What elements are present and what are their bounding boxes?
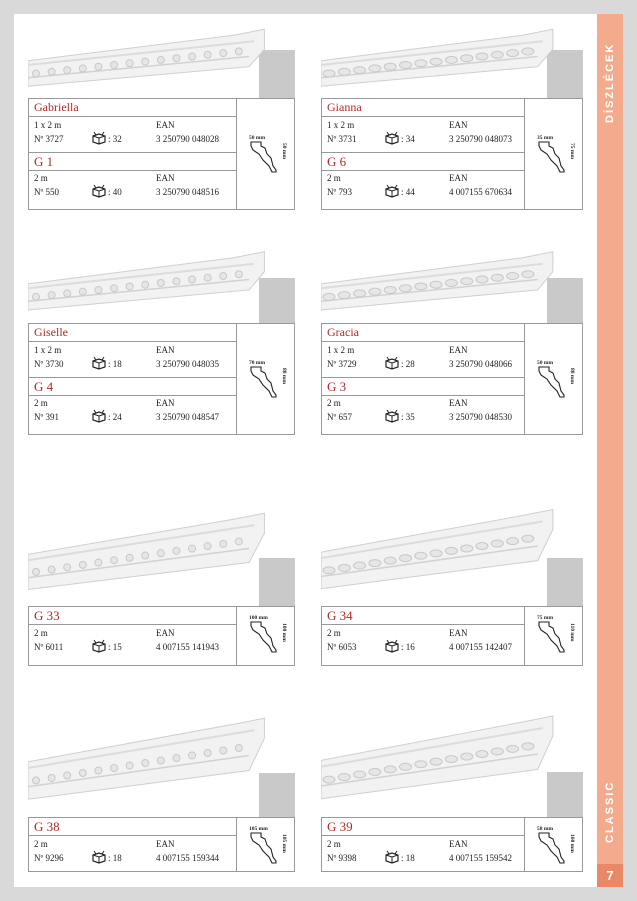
- length-value: 2 m: [327, 839, 341, 849]
- product-name: G 39: [327, 819, 353, 834]
- article-number: Nº 391: [34, 412, 60, 422]
- ean-code: 4 007155 141943: [156, 642, 219, 652]
- product-name: G 34: [327, 608, 353, 623]
- molding-photo: [28, 693, 285, 823]
- pack-quantity: : 44: [401, 187, 415, 197]
- ean-label: EAN: [449, 628, 468, 638]
- article-number: Nº 9296: [34, 853, 64, 863]
- profile-drawing: [525, 324, 582, 434]
- molding-photo: [28, 236, 285, 328]
- ean-label: EAN: [156, 173, 175, 183]
- article-number: Nº 6011: [34, 642, 64, 652]
- product-name-row: [322, 377, 524, 396]
- dimension-width: 75 mm: [537, 615, 554, 621]
- package-box-icon: [384, 356, 400, 375]
- pack-quantity: : 40: [108, 187, 122, 197]
- product-card: [321, 236, 583, 433]
- profile-drawing: [237, 818, 294, 871]
- product-card: [28, 236, 295, 433]
- length-value: 2 m: [327, 398, 341, 408]
- product-table: [321, 98, 583, 210]
- product-card: [28, 693, 295, 870]
- product-card: [321, 14, 583, 208]
- molding-photo: [321, 236, 573, 328]
- ean-code: 3 250790 048028: [156, 134, 219, 144]
- collection-label: CLASSIC: [604, 780, 616, 844]
- cross-section-icon: [537, 140, 567, 179]
- cross-section-icon: [537, 831, 567, 870]
- ean-code: 3 250790 048516: [156, 187, 219, 197]
- ean-code: 4 007155 159344: [156, 853, 219, 863]
- pack-quantity: : 15: [108, 642, 122, 652]
- package-box-icon: [91, 409, 107, 428]
- product-name-row: [322, 99, 524, 117]
- sidebar: [597, 14, 623, 887]
- product-info: [29, 607, 237, 665]
- product-info: [322, 99, 525, 209]
- ean-label: EAN: [449, 398, 468, 408]
- length-value: 1 x 2 m: [327, 345, 355, 355]
- product-name-row: [322, 324, 524, 342]
- length-value: 1 x 2 m: [327, 120, 355, 130]
- pack-quantity: : 35: [401, 412, 415, 422]
- length-value: 1 x 2 m: [34, 345, 62, 355]
- dimension-height: 160 mm: [569, 834, 575, 853]
- product-name-row: [29, 99, 236, 117]
- product-name: Giselle: [34, 325, 68, 339]
- ean-code: 3 250790 048073: [449, 134, 512, 144]
- ean-code: 4 007155 670634: [449, 187, 512, 197]
- molding-photo: [28, 490, 285, 612]
- product-info: [322, 324, 525, 434]
- product-name: Gabriella: [34, 100, 79, 114]
- dimension-width: 50 mm: [537, 360, 554, 366]
- pack-quantity: : 18: [401, 853, 415, 863]
- product-card: [28, 14, 295, 208]
- length-value: 2 m: [327, 173, 341, 183]
- product-name-row: [29, 152, 236, 171]
- dimension-width: 105 mm: [249, 826, 268, 832]
- dimension-height: 80 mm: [281, 368, 287, 385]
- profile-drawing: [525, 607, 582, 665]
- ean-code: 3 250790 048530: [449, 412, 512, 422]
- dimension-height: 105 mm: [281, 834, 287, 853]
- ean-code: 4 007155 159542: [449, 853, 512, 863]
- ean-label: EAN: [449, 173, 468, 183]
- molding-photo: [28, 14, 285, 104]
- dimension-width: 58 mm: [537, 826, 554, 832]
- product-name: G 4: [34, 379, 54, 394]
- pack-quantity: : 24: [108, 412, 122, 422]
- ean-label: EAN: [449, 345, 468, 355]
- dimension-height: 80 mm: [569, 368, 575, 385]
- package-box-icon: [384, 409, 400, 428]
- cross-section-icon: [249, 140, 279, 179]
- product-name-row: [29, 324, 236, 342]
- molding-photo: [321, 14, 573, 104]
- product-card: [28, 490, 295, 664]
- ean-code: 3 250790 048547: [156, 412, 219, 422]
- product-name: G 38: [34, 819, 60, 834]
- article-number: Nº 6053: [327, 642, 357, 652]
- ean-label: EAN: [156, 345, 175, 355]
- package-box-icon: [91, 356, 107, 375]
- product-table: [321, 606, 583, 666]
- package-box-icon: [384, 184, 400, 203]
- article-number: Nº 3731: [327, 134, 357, 144]
- article-number: Nº 3727: [34, 134, 64, 144]
- dimension-width: 70 mm: [249, 360, 266, 366]
- dimension-width: 35 mm: [537, 135, 554, 141]
- product-name-row: [322, 152, 524, 171]
- length-value: 2 m: [34, 628, 48, 638]
- product-card: [321, 690, 583, 870]
- package-box-icon: [384, 639, 400, 658]
- pack-quantity: : 18: [108, 853, 122, 863]
- product-name: Gracia: [327, 325, 359, 339]
- profile-drawing: [237, 324, 294, 434]
- pack-quantity: : 32: [108, 134, 122, 144]
- article-number: Nº 793: [327, 187, 353, 197]
- dimension-width: 100 mm: [249, 615, 268, 621]
- cross-section-icon: [249, 831, 279, 870]
- product-table: [321, 323, 583, 435]
- product-table: [28, 323, 295, 435]
- product-table: [28, 98, 295, 210]
- product-table: [28, 606, 295, 666]
- product-name: G 33: [34, 608, 60, 623]
- ean-label: EAN: [156, 839, 175, 849]
- ean-code: 3 250790 048066: [449, 359, 512, 369]
- ean-label: EAN: [156, 398, 175, 408]
- ean-code: 3 250790 048035: [156, 359, 219, 369]
- molding-photo: [321, 690, 573, 823]
- cross-section-icon: [249, 365, 279, 404]
- length-value: 2 m: [34, 839, 48, 849]
- molding-photo: [321, 485, 573, 612]
- profile-drawing: [525, 818, 582, 871]
- product-card: [321, 485, 583, 664]
- cross-section-icon: [249, 620, 279, 659]
- product-name: Gianna: [327, 100, 362, 114]
- package-box-icon: [91, 184, 107, 203]
- article-number: Nº 9398: [327, 853, 357, 863]
- page-number: 7: [597, 864, 623, 887]
- ean-label: EAN: [156, 120, 175, 130]
- product-info: [29, 818, 237, 871]
- package-box-icon: [384, 131, 400, 150]
- product-info: [29, 324, 237, 434]
- product-info: [29, 99, 237, 209]
- ean-code: 4 007155 142407: [449, 642, 512, 652]
- product-name: G 6: [327, 154, 347, 169]
- article-number: Nº 3729: [327, 359, 357, 369]
- pack-quantity: : 28: [401, 359, 415, 369]
- profile-drawing: [237, 607, 294, 665]
- product-name-row: [322, 818, 524, 836]
- ean-label: EAN: [449, 839, 468, 849]
- ean-label: EAN: [449, 120, 468, 130]
- product-info: [322, 607, 525, 665]
- product-name-row: [29, 607, 236, 625]
- profile-drawing: [525, 99, 582, 209]
- length-value: 1 x 2 m: [34, 120, 62, 130]
- dimension-width: 50 mm: [249, 135, 266, 141]
- package-box-icon: [91, 639, 107, 658]
- product-name-row: [29, 377, 236, 396]
- dimension-height: 110 mm: [569, 623, 575, 642]
- package-box-icon: [91, 131, 107, 150]
- length-value: 2 m: [34, 173, 48, 183]
- product-info: [322, 818, 525, 871]
- pack-quantity: : 34: [401, 134, 415, 144]
- dimension-height: 100 mm: [281, 623, 287, 642]
- length-value: 2 m: [34, 398, 48, 408]
- article-number: Nº 3730: [34, 359, 64, 369]
- product-name: G 1: [34, 154, 54, 169]
- article-number: Nº 550: [34, 187, 60, 197]
- length-value: 2 m: [327, 628, 341, 638]
- product-table: [28, 817, 295, 872]
- product-table: [321, 817, 583, 872]
- package-box-icon: [91, 850, 107, 869]
- pack-quantity: : 18: [108, 359, 122, 369]
- product-name: G 3: [327, 379, 347, 394]
- product-name-row: [29, 818, 236, 836]
- cross-section-icon: [537, 365, 567, 404]
- cross-section-icon: [537, 620, 567, 659]
- profile-drawing: [237, 99, 294, 209]
- section-label: DÍSZLÉCEK: [604, 42, 616, 124]
- article-number: Nº 657: [327, 412, 353, 422]
- ean-label: EAN: [156, 628, 175, 638]
- dimension-height: 75 mm: [569, 143, 575, 160]
- product-name-row: [322, 607, 524, 625]
- dimension-height: 50 mm: [281, 143, 287, 160]
- pack-quantity: : 16: [401, 642, 415, 652]
- package-box-icon: [384, 850, 400, 869]
